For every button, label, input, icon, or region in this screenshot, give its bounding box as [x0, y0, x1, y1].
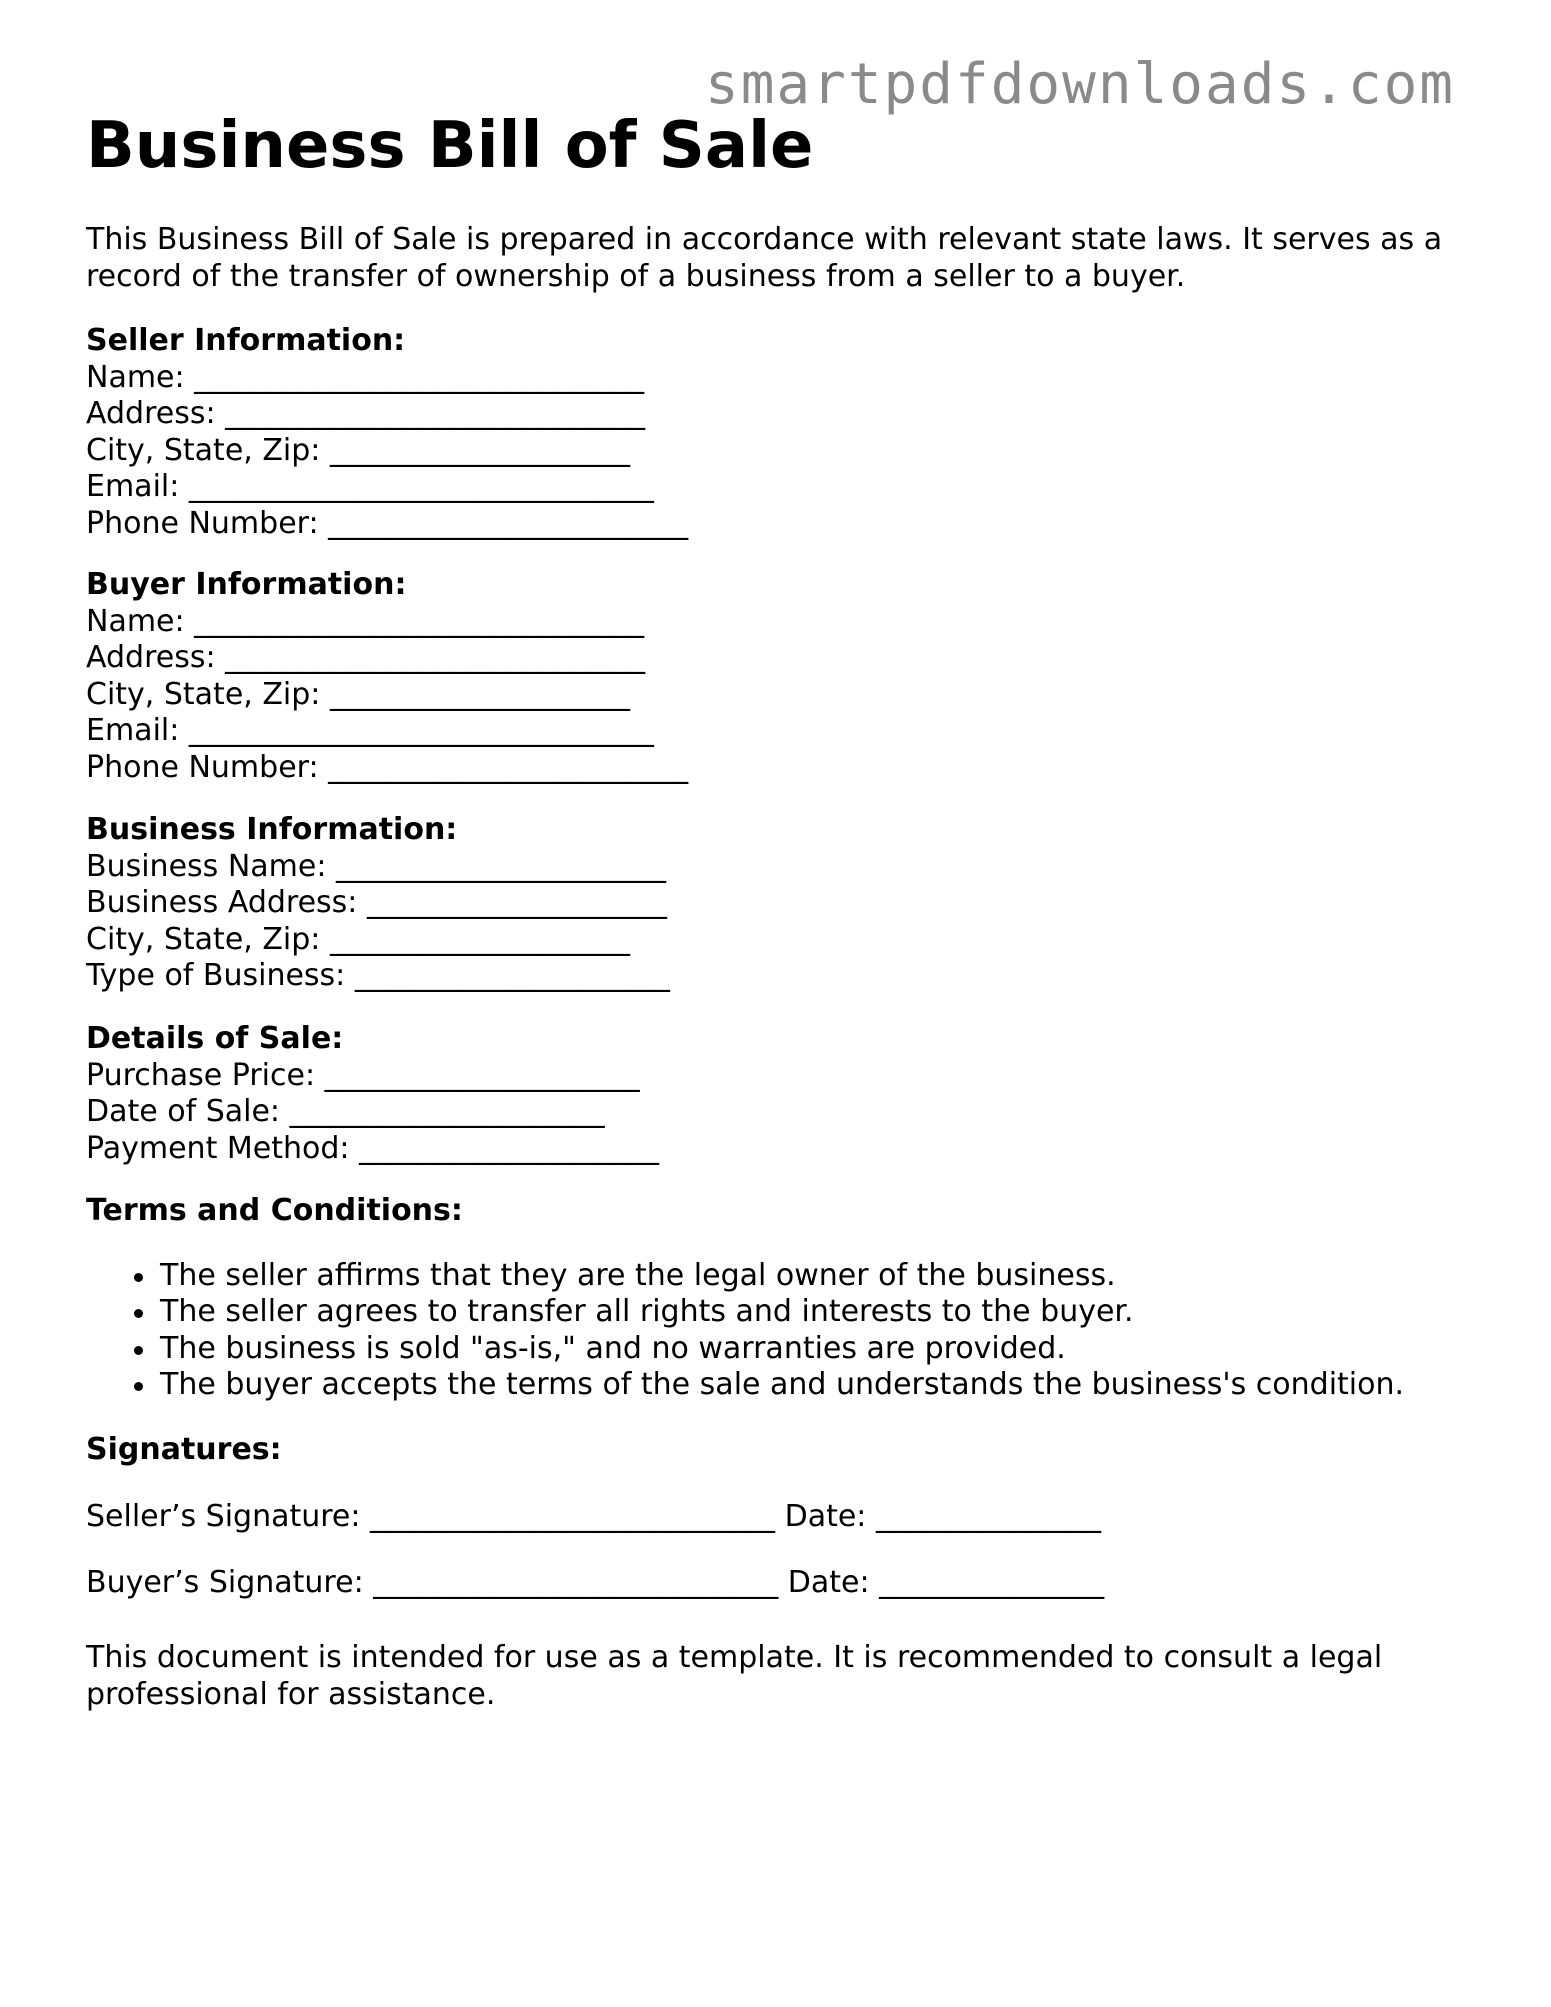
fill-blank[interactable]: _____________________ — [354, 958, 670, 993]
field-label: Phone Number: — [86, 749, 319, 785]
terms-list-item: The business is sold "as-is," and no warranties are provided. — [160, 1331, 1386, 1368]
field-label: City, State, Zip: — [86, 676, 321, 712]
field-label: City, State, Zip: — [86, 432, 321, 468]
watermark: smartpdfdownloads.com — [704, 52, 1455, 117]
field-label: Name: — [86, 359, 185, 395]
field-label: City, State, Zip: — [86, 921, 321, 957]
terms-section — [86, 1193, 1405, 1404]
fill-blank[interactable]: _______________________________ — [188, 713, 654, 748]
business-name-field — [86, 849, 1386, 886]
signatures-section — [86, 1432, 1386, 1602]
signatures-heading: Signatures: — [86, 1432, 282, 1467]
seller-date-blank[interactable]: _______________ — [875, 1498, 1101, 1534]
seller-heading: Seller Information: — [86, 323, 406, 358]
field-label: Date of Sale: — [86, 1094, 281, 1129]
page-title: Business Bill of Sale — [86, 109, 814, 183]
closing-note: This document is intended for use as a template. It is recommended to consult a legal professional for assistance. — [86, 1640, 1383, 1712]
business-type-field — [86, 958, 1386, 995]
buyer-name-field — [86, 604, 1386, 641]
business-section — [86, 812, 1386, 995]
seller-signature-line — [86, 1499, 1386, 1536]
fill-blank[interactable]: ____________________ — [329, 921, 630, 957]
terms-list — [86, 1257, 1405, 1404]
fill-blank[interactable]: ____________________________ — [225, 640, 646, 675]
buyer-email-field — [86, 713, 1386, 750]
terms-list-item: The seller affirms that they are the legal owner of the business. — [160, 1258, 1386, 1295]
field-label: Email: — [86, 713, 180, 748]
seller-signature-label: Seller’s Signature: — [86, 1498, 361, 1534]
seller-address-field — [86, 396, 1386, 433]
terms-list-item: The seller agrees to transfer all rights and interests to the buyer. — [160, 1294, 1386, 1331]
purchase-price-field — [86, 1058, 1386, 1095]
business-address-field — [86, 885, 1386, 922]
sale-heading: Details of Sale: — [86, 1021, 344, 1056]
seller-signature-blank[interactable]: ___________________________ — [370, 1498, 776, 1534]
fill-blank[interactable]: ____________________________ — [225, 396, 646, 431]
payment-method-field — [86, 1131, 1386, 1168]
field-label: Phone Number: — [86, 505, 319, 541]
seller-date-label: Date: — [784, 1498, 867, 1534]
date-of-sale-field — [86, 1094, 1386, 1131]
business-city-state-zip-field — [86, 922, 1386, 959]
seller-phone-field — [86, 506, 1386, 543]
buyer-address-field — [86, 640, 1386, 677]
fill-blank[interactable]: ____________________ — [329, 676, 630, 712]
field-label: Email: — [86, 469, 180, 504]
fill-blank[interactable]: _____________________ — [324, 1057, 640, 1093]
buyer-heading: Buyer Information: — [86, 567, 407, 602]
buyer-city-state-zip-field — [86, 677, 1386, 714]
buyer-date-blank[interactable]: _______________ — [879, 1565, 1105, 1600]
fill-blank[interactable]: ________________________ — [328, 505, 689, 541]
field-label: Type of Business: — [86, 958, 346, 993]
buyer-signature-label: Buyer’s Signature: — [86, 1565, 364, 1600]
fill-blank[interactable]: ____________________ — [329, 432, 630, 468]
field-label: Purchase Price: — [86, 1057, 316, 1093]
field-label: Payment Method: — [86, 1130, 350, 1166]
buyer-signature-line — [86, 1565, 1386, 1602]
fill-blank[interactable]: _______________________________ — [188, 469, 654, 504]
sale-section — [86, 1021, 1386, 1167]
buyer-phone-field — [86, 750, 1386, 787]
intro-paragraph: This Business Bill of Sale is prepared in accordance with relevant state laws. It serves as a record of the transfer of ownership of a business from a seller to a buyer. — [86, 222, 1443, 294]
seller-email-field — [86, 469, 1386, 506]
seller-city-state-zip-field — [86, 433, 1386, 470]
field-label: Business Name: — [86, 848, 327, 884]
buyer-date-label: Date: — [787, 1565, 870, 1600]
buyer-signature-blank[interactable]: ___________________________ — [373, 1565, 779, 1600]
field-label: Business Address: — [86, 885, 358, 920]
seller-name-field — [86, 360, 1386, 397]
terms-list-item: The buyer accepts the terms of the sale and understands the business's condition. — [160, 1367, 1405, 1402]
fill-blank[interactable]: ______________________________ — [194, 359, 645, 395]
fill-blank[interactable]: ________________________ — [328, 749, 689, 785]
fill-blank[interactable]: _____________________ — [289, 1094, 605, 1129]
fill-blank[interactable]: ______________________ — [336, 848, 666, 884]
buyer-section — [86, 567, 1386, 786]
seller-section — [86, 323, 1386, 542]
field-label: Name: — [86, 603, 185, 639]
fill-blank[interactable]: ______________________________ — [194, 603, 645, 639]
terms-heading: Terms and Conditions: — [86, 1193, 463, 1228]
business-heading: Business Information: — [86, 812, 458, 847]
field-label: Address: — [86, 640, 216, 675]
fill-blank[interactable]: ____________________ — [366, 885, 667, 920]
fill-blank[interactable]: ____________________ — [359, 1130, 660, 1166]
field-label: Address: — [86, 396, 216, 431]
